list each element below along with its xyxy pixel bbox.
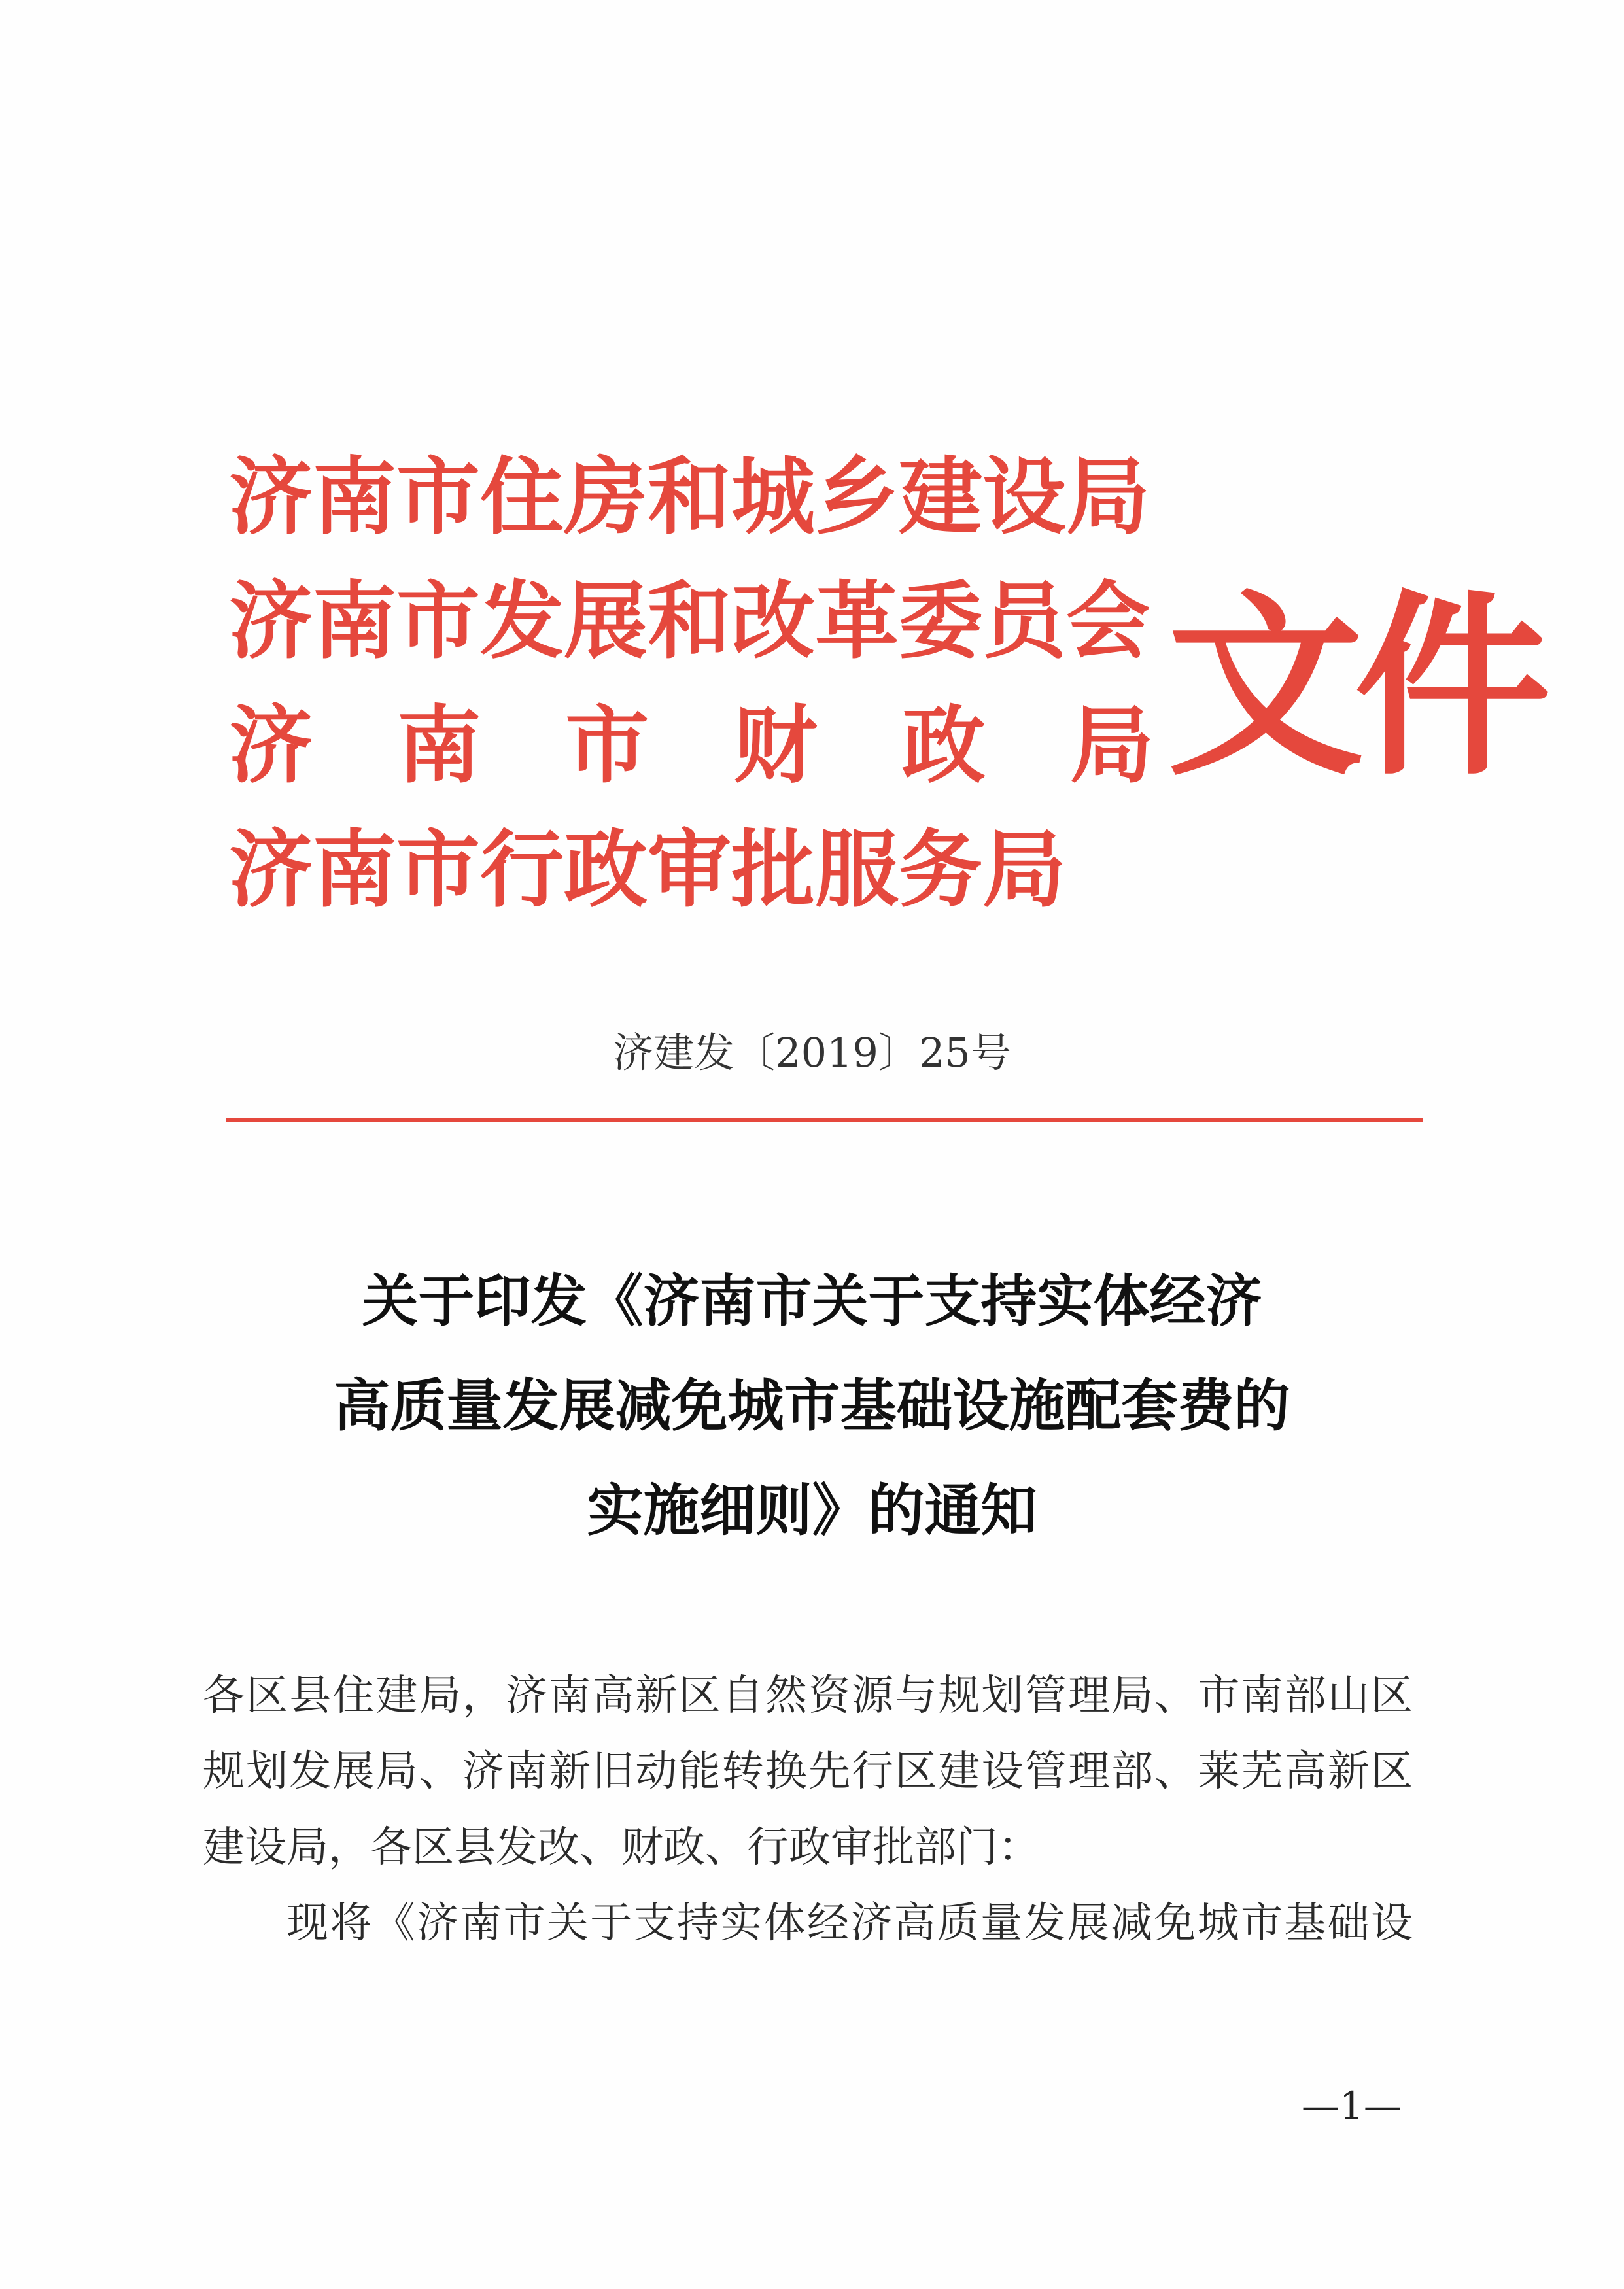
issuer-char: 市 [565, 697, 649, 795]
document-number: 济建发〔2019〕25号 [613, 1029, 1011, 1076]
issuer-line: 济南市发展和改革委员会 [229, 572, 1150, 670]
addressee-line: 各区县住建局，济南高新区自然资源与规划管理局、市南部山区 [203, 1672, 1413, 1720]
red-separator-line [226, 1118, 1423, 1122]
addressee-line: 建设局，各区县发改、财政、行政审批部门： [203, 1823, 1040, 1872]
issuer-char: 政 [901, 697, 986, 795]
document-kind-label: 文件 [1167, 571, 1542, 802]
issuer-line: 济南市住房和城乡建设局 [229, 448, 1150, 546]
title-line: 关于印发《济南市关于支持实体经济 [362, 1268, 1262, 1334]
title-line: 高质量发展减免城市基础设施配套费的 [334, 1373, 1290, 1439]
issuer-char: 济 [229, 697, 313, 795]
document-body [203, 1658, 1413, 1961]
issuer-char: 南 [397, 697, 481, 795]
document-title [0, 1249, 1624, 1563]
issuer-char: 局 [1069, 697, 1154, 795]
issuer-line [229, 683, 1158, 808]
addressee-line: 规划发展局、济南新旧动能转换先行区建设管理部、莱芜高新区 [203, 1747, 1413, 1796]
issuer-line: 济南市行政审批服务局 [229, 821, 1067, 919]
issuer-list [229, 435, 1158, 932]
body-paragraph: 现将《济南市关于支持实体经济高质量发展减免城市基础设 [286, 1899, 1413, 1948]
title-line: 实施细则》的通知 [587, 1477, 1037, 1543]
page-number: —1— [1302, 2084, 1402, 2128]
issuer-char: 财 [733, 697, 818, 795]
